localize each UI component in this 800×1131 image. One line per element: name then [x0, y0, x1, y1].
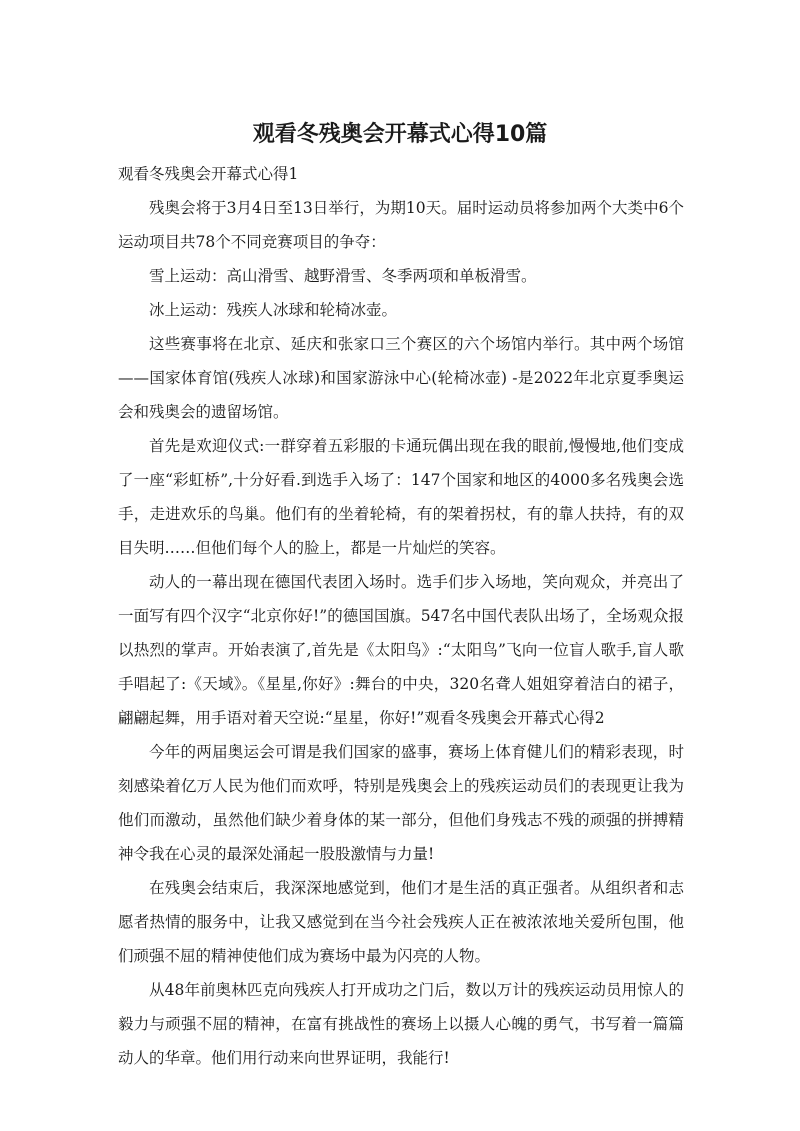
paragraph: 今年的两届奥运会可谓是我们国家的盛事，赛场上体育健儿们的精彩表现，时刻感染着亿万人民为他们而欢呼，特别是残奥会上的残疾运动员们的表现更让我为他们而激动，虽然他们缺少着身体的某一部分，但他们身残志不残的顽强的拼搏精神令我在心灵的最深处涌起一股股激情与力量! [118, 743, 684, 863]
paragraph: 冰上运动：残疾人冰球和轮椅冰壶。 [149, 301, 398, 319]
paragraph: 首先是欢迎仪式:一群穿着五彩服的卡通玩偶出现在我的眼前,慢慢地,他们变成了一座“彩虹桥”,十分好看.到选手入场了：147个国家和地区的4000多名残奥会选手，走进欢乐的鸟巢。他们有的坐着轮椅，有的架着拐杖，有的靠人扶持，有的双目失明……但他们每个人的脸上，都是一片灿烂的笑容。 [118, 437, 684, 557]
section-heading: 观看冬残奥会开幕式心得1 [118, 165, 299, 183]
paragraph: 雪上运动：高山滑雪、越野滑雪、冬季两项和单板滑雪。 [149, 267, 537, 285]
paragraph: 残奥会将于3月4日至13日举行，为期10天。届时运动员将参加两个大类中6个运动项目共78个不同竞赛项目的争夺： [118, 199, 684, 251]
paragraph: 从48年前奥林匹克向残疾人打开成功之门后，数以万计的残疾运动员用惊人的毅力与顽强不屈的精神，在富有挑战性的赛场上以摄人心魄的勇气，书写着一篇篇动人的华章。他们用行动来向世界证明，我能行! [118, 981, 684, 1067]
paragraph: 在残奥会结束后，我深深地感觉到，他们才是生活的真正强者。从组织者和志愿者热情的服务中，让我又感觉到在当今社会残疾人正在被浓浓地关爱所包围，他们顽强不屈的精神使他们成为赛场中最为闪亮的人物。 [118, 879, 684, 965]
document-title: 观看冬残奥会开幕式心得10篇 [252, 122, 548, 147]
paragraph: 动人的一幕出现在德国代表团入场时。选手们步入场地，笑向观众，并亮出了一面写有四个汉字“北京你好!”的德国国旗。547名中国代表队出场了，全场观众报以热烈的掌声。开始表演了,首先是《太阳鸟》:“太阳鸟”飞向一位盲人歌手,盲人歌手唱起了:《天域》。《星星,你好》:舞台的中央，320名聋人姐姐穿着洁白的裙子，翩翩起舞，用手语对着天空说:“星星，你好!”观看冬残奥会开幕式心得2 [118, 573, 684, 727]
paragraph: 这些赛事将在北京、延庆和张家口三个赛区的六个场馆内举行。其中两个场馆——国家体育馆(残疾人冰球)和国家游泳中心(轮椅冰壶) -是2022年北京夏季奥运会和残奥会的遗留场馆。 [118, 335, 684, 421]
document-body [118, 157, 684, 1075]
